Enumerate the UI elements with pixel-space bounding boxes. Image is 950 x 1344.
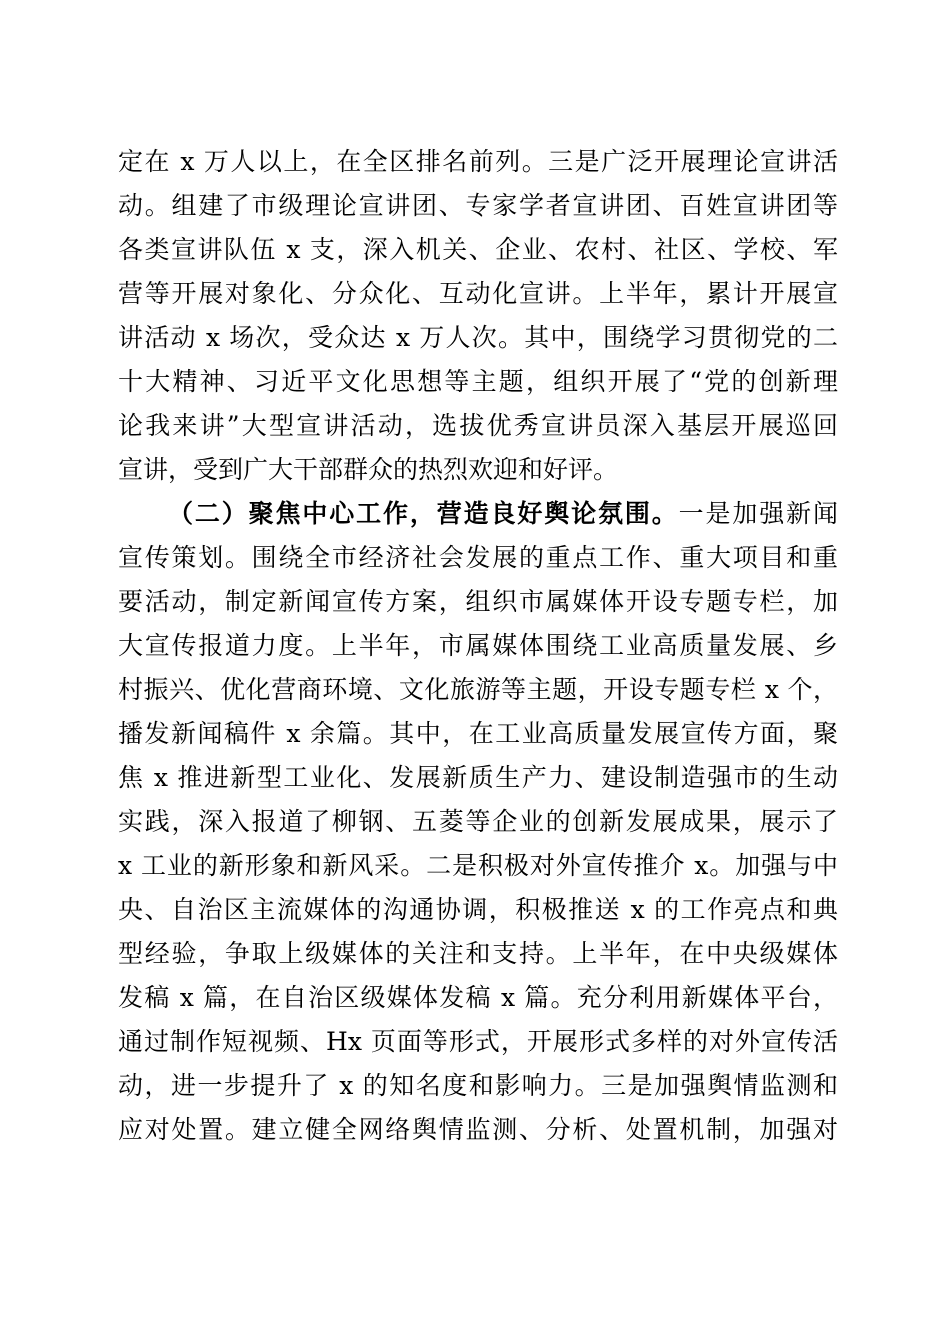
text-line: 通过制作短视频、Hx 页面等形式，开展形式多样的对外宣传活 bbox=[118, 1027, 838, 1056]
text-line: 定在 x 万人以上，在全区排名前列。三是广泛开展理论宣讲活 bbox=[118, 147, 838, 176]
text-line: 动。组建了市级理论宣讲团、专家学者宣讲团、百姓宣讲团等 bbox=[118, 191, 838, 220]
text-line: 大宣传报道力度。上半年，市属媒体围绕工业高质量发展、乡 bbox=[118, 631, 838, 660]
text-line: 型经验，争取上级媒体的关注和支持。上半年，在中央级媒体 bbox=[118, 939, 838, 968]
text-line: 村振兴、优化营商环境、文化旅游等主题，开设专题专栏 x 个， bbox=[118, 675, 838, 704]
paragraph-2-first-line bbox=[118, 492, 838, 536]
paragraph-1 bbox=[118, 140, 838, 492]
paragraph-2 bbox=[118, 536, 838, 1152]
text-line: 论我来讲”大型宣讲活动，选拔优秀宣讲员深入基层开展巡回 bbox=[118, 411, 838, 440]
text-line: 实践，深入报道了柳钢、五菱等企业的创新发展成果，展示了 bbox=[118, 807, 838, 836]
text-line: x 工业的新形象和新风采。二是积极对外宣传推介 x。加强与中 bbox=[118, 851, 838, 880]
document-body bbox=[118, 140, 838, 1152]
text-line: 宣传策划。围绕全市经济社会发展的重点工作、重大项目和重 bbox=[118, 543, 838, 572]
text-line: 要活动，制定新闻宣传方案，组织市属媒体开设专题专栏，加 bbox=[118, 587, 838, 616]
text-line: 应对处置。建立健全网络舆情监测、分析、处置机制，加强对 bbox=[118, 1115, 838, 1144]
text-line: 动，进一步提升了 x 的知名度和影响力。三是加强舆情监测和 bbox=[118, 1071, 838, 1100]
text-line: 宣讲，受到广大干部群众的热烈欢迎和好评。 bbox=[118, 455, 619, 484]
section-heading: （二）聚焦中心工作，营造良好舆论氛围。 bbox=[168, 499, 679, 528]
text-line: 营等开展对象化、分众化、互动化宣讲。上半年，累计开展宣 bbox=[118, 279, 838, 308]
text-line: 央、自治区主流媒体的沟通协调，积极推送 x 的工作亮点和典 bbox=[118, 895, 838, 924]
text-line: 焦 x 推进新型工业化、发展新质生产力、建设制造强市的生动 bbox=[118, 763, 838, 792]
text-line: 十大精神、习近平文化思想等主题，组织开展了“党的创新理 bbox=[118, 367, 838, 396]
text-line: 发稿 x 篇，在自治区级媒体发稿 x 篇。充分利用新媒体平台， bbox=[118, 983, 838, 1012]
text-line: 播发新闻稿件 x 余篇。其中，在工业高质量发展宣传方面，聚 bbox=[118, 719, 838, 748]
paragraph-2-first-line-text: 一是加强新闻 bbox=[678, 499, 838, 528]
text-line: 各类宣讲队伍 x 支，深入机关、企业、农村、社区、学校、军 bbox=[118, 235, 838, 264]
text-line: 讲活动 x 场次，受众达 x 万人次。其中，围绕学习贯彻党的二 bbox=[118, 323, 838, 352]
